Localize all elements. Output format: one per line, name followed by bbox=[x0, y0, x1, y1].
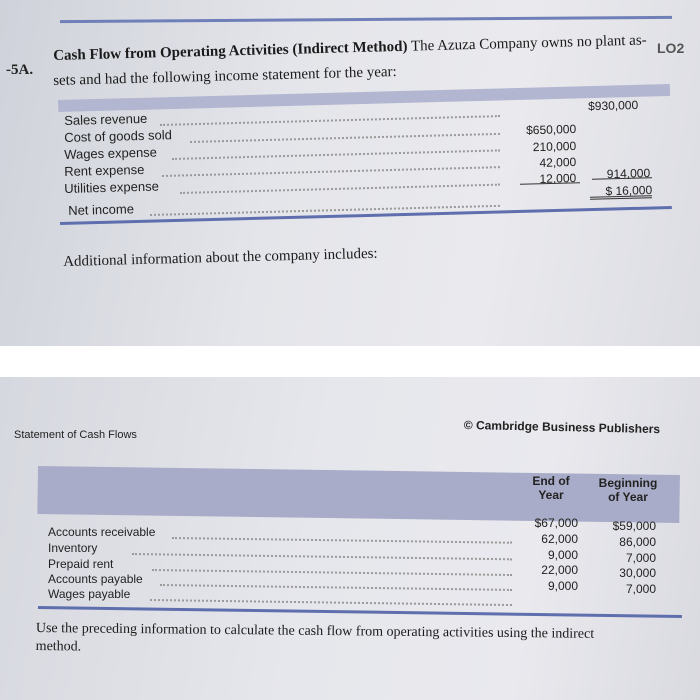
bs-end-value: 9,000 bbox=[547, 579, 578, 593]
col-header-begin-line1: Beginning bbox=[598, 476, 658, 490]
top-photo bbox=[0, 0, 700, 346]
is-left-value: $650,000 bbox=[525, 122, 577, 138]
is-label: Wages expense bbox=[64, 144, 158, 162]
is-left-value: 42,000 bbox=[539, 155, 577, 170]
bs-begin-value: $59,000 bbox=[612, 519, 656, 533]
is-left-value: 12,000 bbox=[539, 171, 577, 186]
leader-dots bbox=[180, 184, 500, 194]
is-label: Sales revenue bbox=[64, 110, 148, 128]
leader-dots bbox=[160, 115, 500, 126]
balance-table-header-band bbox=[37, 466, 680, 523]
problem-heading bbox=[53, 32, 647, 65]
top-rule bbox=[60, 16, 672, 23]
bs-end-value: 62,000 bbox=[541, 532, 578, 546]
closing-instructions bbox=[36, 620, 595, 662]
footer-right: © Cambridge Business Publishers bbox=[463, 418, 661, 437]
is-label: Utilities expense bbox=[64, 178, 160, 196]
is-right-value: $ 16,000 bbox=[605, 183, 653, 199]
bs-begin-value: 30,000 bbox=[619, 566, 656, 580]
bs-label: Inventory bbox=[48, 541, 98, 555]
leader-dots bbox=[172, 149, 500, 160]
additional-info: Additional information about the company includes: bbox=[63, 245, 378, 270]
closing-line2: method. bbox=[35, 638, 82, 655]
problem-text-line2: sets and had the following income statement for the year: bbox=[53, 64, 397, 89]
closing-line1: Use the preceding information to calculate the cash flow from operating activities using the indirect bbox=[35, 620, 595, 642]
footer-left: Statement of Cash Flows bbox=[14, 429, 137, 441]
col-header-end bbox=[520, 474, 582, 502]
bs-end-value: 22,000 bbox=[541, 563, 578, 577]
leader-dots bbox=[162, 166, 500, 177]
problem-text-line1: The Azuza Company owns no plant as- bbox=[407, 32, 647, 55]
leader-dots bbox=[190, 133, 500, 143]
is-left-value: 210,000 bbox=[532, 139, 577, 155]
bs-begin-value: 86,000 bbox=[619, 535, 656, 549]
problem-number: -5A. bbox=[6, 62, 34, 78]
is-label: Net income bbox=[68, 201, 135, 218]
is-right-value: $930,000 bbox=[587, 98, 639, 114]
bs-begin-value: 7,000 bbox=[625, 551, 656, 565]
is-right-value: 914,000 bbox=[606, 166, 651, 182]
bs-label: Wages payable bbox=[48, 587, 131, 601]
double-underline bbox=[590, 195, 652, 200]
col-header-end-line1: End of bbox=[532, 474, 570, 488]
col-header-begin-line2: of Year bbox=[608, 490, 648, 504]
is-label: Cost of goods sold bbox=[64, 127, 173, 145]
col-header-end-line2: Year bbox=[538, 488, 564, 502]
col-header-begin bbox=[592, 476, 664, 504]
bs-begin-value: 7,000 bbox=[625, 582, 656, 596]
lo-tag: LO2 bbox=[657, 40, 685, 56]
bs-label: Prepaid rent bbox=[48, 557, 114, 571]
bs-end-value: 9,000 bbox=[547, 548, 578, 562]
is-label: Rent expense bbox=[64, 161, 145, 179]
bs-label: Accounts payable bbox=[48, 572, 143, 586]
bs-label: Accounts receivable bbox=[48, 525, 156, 539]
bs-end-value: $67,000 bbox=[534, 516, 578, 530]
problem-title: Cash Flow from Operating Activities (Indirect Method) bbox=[53, 38, 408, 64]
